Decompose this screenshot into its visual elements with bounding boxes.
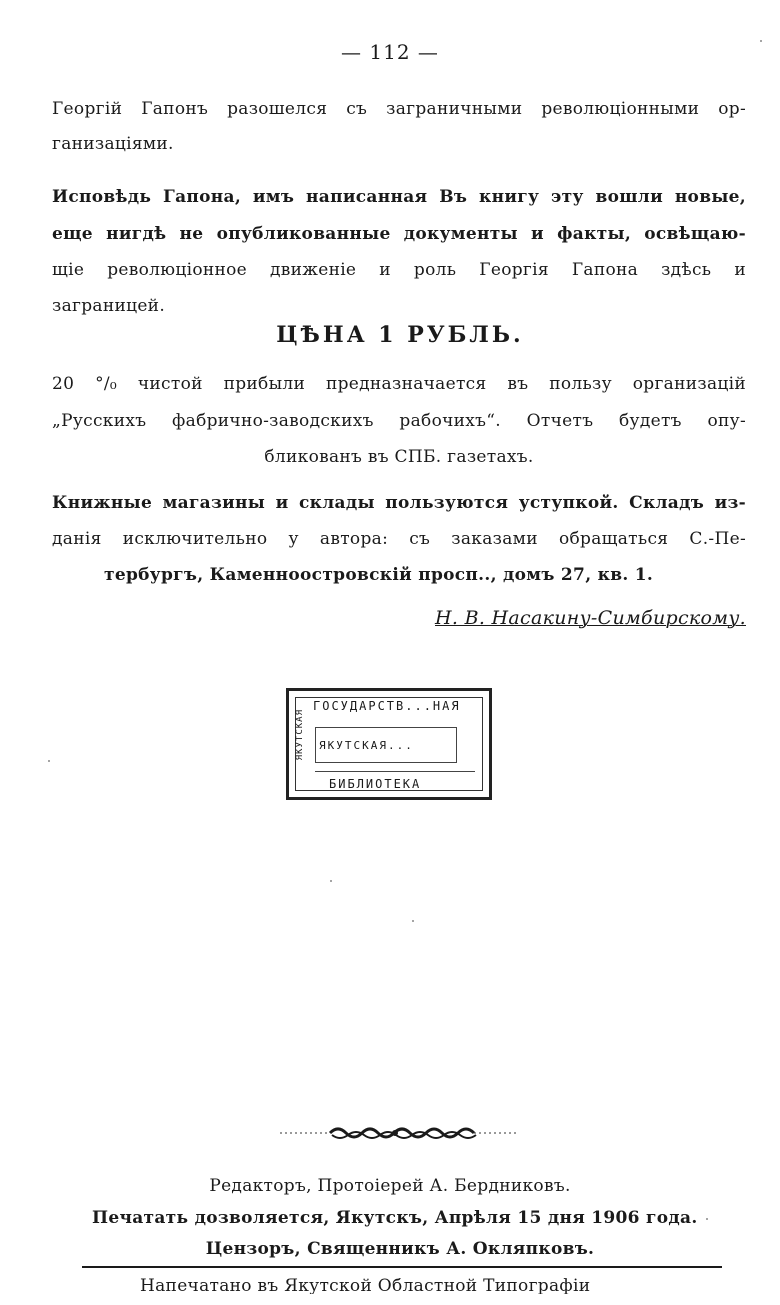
- paragraph-1-line-2: ганизаціями.: [52, 134, 174, 154]
- paragraph-1-line-1: Георгій Гапонъ разошелся съ заграничными революціонными ор-: [52, 99, 746, 119]
- paragraph-2-line-4: заграницей.: [52, 296, 166, 316]
- stamp-line-1: ГОСУДАРСТВ...НАЯ: [313, 699, 461, 713]
- stamp-vertical-text: ЯКУТСКАЯ: [295, 709, 305, 761]
- page-number: — 112 —: [341, 40, 439, 64]
- paragraph-3-line-3: бликованъ въ СПБ. газетахъ.: [264, 447, 534, 467]
- stamp-divider: [315, 771, 475, 772]
- stamp-line-3: БИБЛИОТЕКА: [329, 777, 422, 791]
- imprint-editor: Редакторъ, Протоіерей А. Бердниковъ.: [209, 1176, 571, 1196]
- imprint-censor: Цензоръ, Священникъ А. Окляпковъ.: [205, 1239, 595, 1259]
- bottom-rule: [82, 1266, 722, 1268]
- scan-speck: [706, 1218, 708, 1220]
- stamp-line-2: ЯКУТСКАЯ...: [319, 739, 414, 752]
- decorative-ornament: [270, 1122, 520, 1144]
- paragraph-2-line-2: еще нигдѣ не опубликованные документы и факты, освѣщаю-: [52, 224, 746, 244]
- imprint-permit: Печатать дозволяется, Якутскъ, Апрѣля 15 дня 1906 года.: [92, 1208, 698, 1228]
- price-heading: ЦѢНА 1 РУБЛЬ.: [276, 322, 524, 348]
- paragraph-3-line-2: „Русскихъ фабрично-заводскихъ рабочихъ“. Отчетъ будетъ опу-: [52, 411, 746, 431]
- paragraph-2-line-3: щіе революціонное движеніе и роль Георгія Гапона здѣсь и: [52, 260, 746, 280]
- imprint-printer-cut: Напечатано въ Якутской Областной Типографіи: [140, 1278, 591, 1294]
- scan-speck: [412, 920, 414, 922]
- paragraph-4-line-1: Книжные магазины и склады пользуются уступкой. Складъ из-: [52, 493, 746, 513]
- library-stamp: [286, 688, 492, 800]
- author-signature: Н. В. Насакину-Симбирскому.: [435, 607, 746, 629]
- scan-speck: [760, 40, 762, 42]
- paragraph-4-line-3: тербургъ, Каменноостровскій просп.., домъ 27, кв. 1.: [104, 565, 654, 585]
- paragraph-3-line-1: 20 °/₀ чистой прибыли предназначается въ пользу организацій: [52, 374, 746, 394]
- scan-speck: [48, 760, 50, 762]
- scan-speck: [330, 880, 332, 882]
- paragraph-2-line-1: Исповѣдь Гапона, имъ написанная Въ книгу эту вошли новые,: [52, 187, 746, 207]
- paragraph-4-line-2: данія исключительно у автора: съ заказами обращаться С.-Пе-: [52, 529, 746, 549]
